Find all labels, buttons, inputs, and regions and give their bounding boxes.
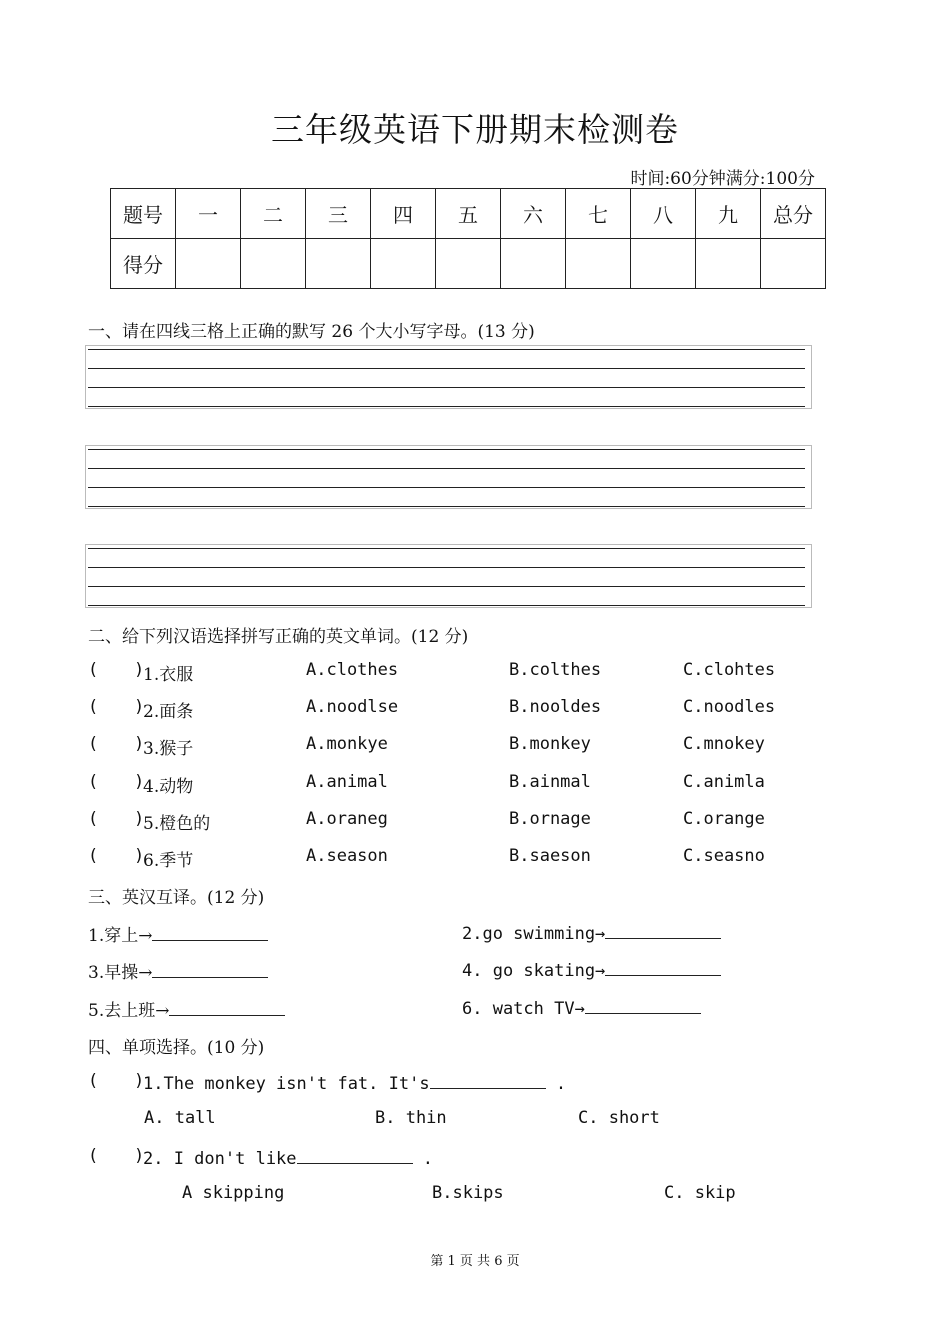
answer-bracket-open[interactable]: ( [88, 1146, 99, 1166]
score-header-cell: 四 [371, 189, 436, 239]
score-cell[interactable] [761, 239, 826, 289]
translation-prompt-text: 1.穿上→ [88, 926, 153, 946]
score-cell[interactable] [631, 239, 696, 289]
option-b: B. thin [375, 1108, 447, 1128]
option-c: C.clohtes [683, 660, 776, 680]
translation-prompt [462, 958, 721, 981]
question-stem-text: 1.The monkey isn't fat. It's [143, 1074, 430, 1094]
grid-line [88, 449, 805, 450]
grid-line [88, 487, 805, 488]
answer-bracket-close: ) [134, 734, 145, 754]
option-a: A.oraneg [306, 809, 388, 829]
score-cell[interactable] [241, 239, 306, 289]
grid-line [88, 605, 805, 606]
question-row [88, 809, 868, 833]
answer-blank[interactable] [585, 996, 701, 1014]
score-cell[interactable] [371, 239, 436, 289]
section1-heading: 一、请在四线三格上正确的默写 26 个大小写字母。(13 分) [88, 322, 535, 342]
grid-line [88, 387, 805, 388]
question-row [88, 734, 868, 758]
score-table-header-row [111, 189, 826, 239]
question-word: 6.季节 [143, 851, 194, 871]
option-c: C.noodles [683, 697, 776, 717]
answer-blank[interactable] [605, 921, 721, 939]
answer-blank[interactable] [605, 958, 721, 976]
grid-line [88, 506, 805, 507]
translation-prompt [462, 921, 721, 944]
option-b: B.colthes [509, 660, 602, 680]
option-a: A.season [306, 846, 388, 866]
answer-blank[interactable] [152, 923, 268, 941]
option-c: C.animla [683, 772, 765, 792]
score-header-cell: 九 [696, 189, 761, 239]
score-header-cell: 总分 [761, 189, 826, 239]
question-stem [143, 1071, 566, 1094]
option-b: B.saeson [509, 846, 591, 866]
score-header-cell: 二 [241, 189, 306, 239]
score-cell[interactable] [566, 239, 631, 289]
answer-bracket-open[interactable]: ( [88, 734, 99, 754]
score-header-cell: 一 [176, 189, 241, 239]
question-stem [143, 1146, 433, 1169]
section4-heading: 四、单项选择。(10 分) [88, 1038, 265, 1058]
page-footer: 第 1 页 共 6 页 [430, 1254, 520, 1269]
translation-row [88, 996, 868, 1020]
answer-bracket-close: ) [134, 1071, 145, 1091]
option-a: A.clothes [306, 660, 399, 680]
answer-bracket-close: ) [134, 1146, 145, 1166]
option-c: C.orange [683, 809, 765, 829]
time-info: 时间:60分钟满分:100分 [630, 169, 815, 189]
four-line-grid[interactable] [85, 544, 812, 608]
answer-bracket-open[interactable]: ( [88, 846, 99, 866]
option-a: A skipping [182, 1183, 285, 1203]
choice-options-row [88, 1183, 868, 1207]
score-header-cell: 八 [631, 189, 696, 239]
option-c: C.seasno [683, 846, 765, 866]
option-b: B.monkey [509, 734, 591, 754]
score-cell[interactable] [696, 239, 761, 289]
answer-bracket-close: ) [134, 846, 145, 866]
answer-bracket-close: ) [134, 660, 145, 680]
option-b: B.nooldes [509, 697, 602, 717]
question-row [88, 846, 868, 870]
translation-prompt-text: 2.go swimming→ [462, 924, 606, 944]
question-word: 5.橙色的 [143, 814, 211, 834]
question-stem-text: 2. I don't like [143, 1149, 297, 1169]
answer-blank[interactable] [430, 1071, 546, 1089]
option-c: C. short [578, 1108, 660, 1128]
translation-row [88, 921, 868, 945]
grid-line [88, 468, 805, 469]
choice-options-row [88, 1108, 868, 1132]
question-word: 1.衣服 [143, 665, 194, 685]
choice-question-row [88, 1071, 868, 1095]
translation-prompt-text: 6. watch TV→ [462, 999, 585, 1019]
translation-prompt [88, 996, 285, 1021]
answer-bracket-close: ) [134, 697, 145, 717]
question-row [88, 697, 868, 721]
four-line-grid[interactable] [85, 445, 812, 509]
answer-bracket-close: ) [134, 772, 145, 792]
translation-prompt-text: 3.早操→ [88, 963, 153, 983]
answer-bracket-open[interactable]: ( [88, 772, 99, 792]
grid-line [88, 406, 805, 407]
option-a: A.animal [306, 772, 388, 792]
translation-row [88, 958, 868, 982]
translation-prompt [462, 996, 701, 1019]
grid-line [88, 349, 805, 350]
option-c: C.mnokey [683, 734, 765, 754]
option-a: A.monkye [306, 734, 388, 754]
option-a: A. tall [144, 1108, 216, 1128]
option-b: B.ornage [509, 809, 591, 829]
translation-prompt [88, 958, 268, 983]
score-cell[interactable] [436, 239, 501, 289]
answer-bracket-close: ) [134, 809, 145, 829]
page-title: 三年级英语下册期末检测卷 [271, 110, 679, 149]
score-header-cell: 三 [306, 189, 371, 239]
translation-prompt-text: 4. go skating→ [462, 961, 606, 981]
grid-line [88, 567, 805, 568]
answer-blank[interactable] [152, 960, 268, 978]
question-word: 3.猴子 [143, 739, 194, 759]
score-header-cell: 六 [501, 189, 566, 239]
score-cell[interactable] [176, 239, 241, 289]
option-a: A.noodlse [306, 697, 399, 717]
score-table-score-row [111, 239, 826, 289]
question-stem-end: . [422, 1149, 434, 1169]
answer-bracket-open[interactable]: ( [88, 809, 99, 829]
answer-bracket-open[interactable]: ( [88, 1071, 99, 1091]
answer-bracket-open[interactable]: ( [88, 660, 99, 680]
four-line-grid[interactable] [85, 345, 812, 409]
score-row-label: 得分 [111, 239, 176, 289]
option-c: C. skip [664, 1183, 736, 1203]
choice-question-row [88, 1146, 868, 1170]
score-cell[interactable] [306, 239, 371, 289]
score-cell[interactable] [501, 239, 566, 289]
question-row [88, 772, 868, 796]
grid-line [88, 586, 805, 587]
question-word: 4.动物 [143, 777, 194, 797]
answer-blank[interactable] [169, 998, 285, 1016]
section3-heading: 三、英汉互译。(12 分) [88, 888, 265, 908]
section2-heading: 二、给下列汉语选择拼写正确的英文单词。(12 分) [88, 627, 469, 647]
score-table [110, 188, 826, 289]
score-header-cell: 七 [566, 189, 631, 239]
answer-bracket-open[interactable]: ( [88, 697, 99, 717]
question-word: 2.面条 [143, 702, 194, 722]
question-stem-end: . [555, 1074, 567, 1094]
option-b: B.skips [432, 1183, 504, 1203]
option-b: B.ainmal [509, 772, 591, 792]
translation-prompt-text: 5.去上班→ [88, 1001, 170, 1021]
score-header-cell: 题号 [111, 189, 176, 239]
question-row [88, 660, 868, 684]
grid-line [88, 368, 805, 369]
answer-blank[interactable] [297, 1146, 413, 1164]
grid-line [88, 548, 805, 549]
translation-prompt [88, 921, 268, 946]
score-header-cell: 五 [436, 189, 501, 239]
